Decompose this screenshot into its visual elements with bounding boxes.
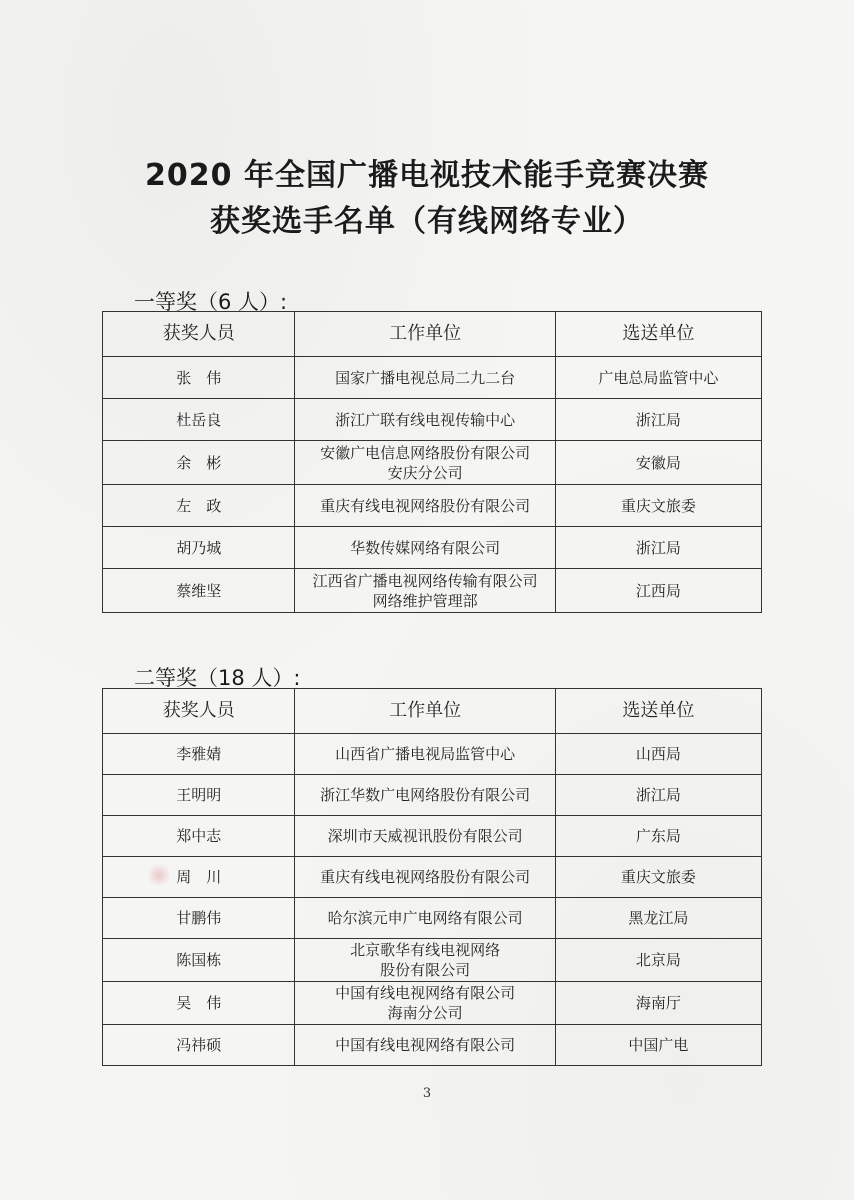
- work-unit: [295, 734, 555, 775]
- work-unit-line: 重庆有线电视网络股份有限公司: [320, 496, 531, 515]
- sending-unit: 黑龙江局: [555, 898, 761, 939]
- winner-name: 余 彬: [103, 441, 295, 485]
- sending-unit: 重庆文旅委: [555, 485, 761, 527]
- table-row: [103, 399, 762, 441]
- header-sending-unit: 选送单位: [555, 312, 761, 357]
- work-unit: [295, 982, 555, 1025]
- work-unit-line: 哈尔滨元申广电网络有限公司: [327, 909, 523, 927]
- faint-stamp-mark: [148, 862, 170, 888]
- table-row: [103, 734, 762, 775]
- work-unit-line: 重庆有线电视网络股份有限公司: [320, 868, 531, 886]
- work-unit-line: 股份有限公司: [380, 961, 471, 979]
- sending-unit: 江西局: [555, 569, 761, 613]
- winner-name: 陈国栋: [103, 939, 295, 982]
- work-unit-line: 浙江广联有线电视传输中心: [335, 410, 516, 429]
- sending-unit: 安徽局: [555, 441, 761, 485]
- work-unit: [295, 939, 555, 982]
- header-winner: 获奖人员: [103, 312, 295, 357]
- work-unit: [295, 357, 555, 399]
- work-unit: [295, 441, 555, 485]
- work-unit-line: 安庆分公司: [387, 463, 463, 482]
- table-row: [103, 357, 762, 399]
- sending-unit: 海南厅: [555, 982, 761, 1025]
- document-title-line-2: 获奖选手名单（有线网络专业）: [210, 204, 644, 239]
- header-winner: 获奖人员: [103, 689, 295, 734]
- work-unit-line: 中国有线电视网络有限公司: [335, 984, 516, 1002]
- table-row: [103, 569, 762, 613]
- second-prize-heading: 二等奖（18 人）:: [134, 666, 301, 690]
- winner-name: 胡乃城: [103, 527, 295, 569]
- first-prize-table: [102, 311, 762, 613]
- table-row: [103, 982, 762, 1025]
- work-unit: [295, 527, 555, 569]
- work-unit-line: 江西省广播电视网络传输有限公司: [312, 571, 538, 590]
- sending-unit: 浙江局: [555, 775, 761, 816]
- header-work-unit: 工作单位: [295, 689, 555, 734]
- winner-name: 蔡维坚: [103, 569, 295, 613]
- work-unit-line: 国家广播电视总局二九二台: [335, 368, 516, 387]
- work-unit-line: 海南分公司: [387, 1004, 463, 1022]
- table-row: [103, 898, 762, 939]
- work-unit: [295, 775, 555, 816]
- work-unit: [295, 485, 555, 527]
- work-unit-line: 山西省广播电视局监管中心: [335, 745, 516, 763]
- winner-name: 李雅婧: [103, 734, 295, 775]
- table-row: [103, 527, 762, 569]
- table-row: [103, 441, 762, 485]
- sending-unit: 广电总局监管中心: [555, 357, 761, 399]
- work-unit-line: 深圳市天威视讯股份有限公司: [327, 827, 523, 845]
- work-unit-line: 北京歌华有线电视网络: [350, 941, 501, 959]
- first-prize-heading: 一等奖（6 人）:: [134, 290, 288, 314]
- winner-name: 冯祎硕: [103, 1025, 295, 1066]
- winner-name: 杜岳良: [103, 399, 295, 441]
- table-header-row: [103, 312, 762, 357]
- header-work-unit: 工作单位: [295, 312, 555, 357]
- work-unit: [295, 569, 555, 613]
- sending-unit: 山西局: [555, 734, 761, 775]
- sending-unit: 中国广电: [555, 1025, 761, 1066]
- second-prize-table: [102, 688, 762, 1066]
- work-unit: [295, 857, 555, 898]
- work-unit-line: 安徽广电信息网络股份有限公司: [320, 443, 531, 462]
- winner-name: 左 政: [103, 485, 295, 527]
- work-unit: [295, 1025, 555, 1066]
- sending-unit: 北京局: [555, 939, 761, 982]
- winner-name: 甘鹏伟: [103, 898, 295, 939]
- work-unit-line: 浙江华数广电网络股份有限公司: [320, 786, 531, 804]
- work-unit: [295, 399, 555, 441]
- work-unit-line: 网络维护管理部: [372, 591, 478, 610]
- table-row: [103, 857, 762, 898]
- sending-unit: 重庆文旅委: [555, 857, 761, 898]
- winner-name: 王明明: [103, 775, 295, 816]
- table-row: [103, 816, 762, 857]
- header-sending-unit: 选送单位: [555, 689, 761, 734]
- work-unit-line: 中国有线电视网络有限公司: [335, 1036, 516, 1054]
- table-header-row: [103, 689, 762, 734]
- work-unit-line: 华数传媒网络有限公司: [350, 538, 501, 557]
- winner-name: 张 伟: [103, 357, 295, 399]
- table-row: [103, 775, 762, 816]
- table-row: [103, 485, 762, 527]
- winner-name: 周 川: [103, 857, 295, 898]
- sending-unit: 广东局: [555, 816, 761, 857]
- winner-name: 吴 伟: [103, 982, 295, 1025]
- table-row: [103, 1025, 762, 1066]
- work-unit: [295, 898, 555, 939]
- work-unit: [295, 816, 555, 857]
- sending-unit: 浙江局: [555, 399, 761, 441]
- table-row: [103, 939, 762, 982]
- sending-unit: 浙江局: [555, 527, 761, 569]
- document-title-line-1: 2020 年全国广播电视技术能手竞赛决赛: [145, 158, 709, 193]
- page-number: 3: [422, 1086, 432, 1101]
- winner-name: 郑中志: [103, 816, 295, 857]
